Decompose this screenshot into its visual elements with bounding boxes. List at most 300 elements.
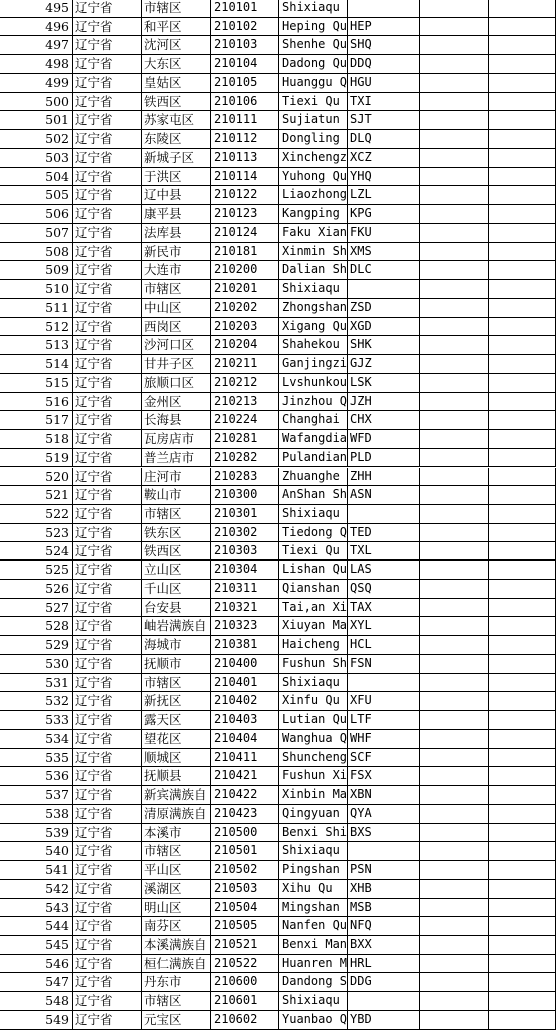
- province-cell[interactable]: 辽宁省: [72, 318, 141, 336]
- row-number-cell[interactable]: 547: [45, 974, 69, 990]
- abbreviation-cell[interactable]: JZH: [347, 393, 419, 411]
- admin-code-cell[interactable]: 210504: [210, 899, 278, 917]
- row-number-cell[interactable]: 521: [45, 487, 69, 503]
- district-cell[interactable]: 于洪区: [141, 168, 210, 186]
- province-cell[interactable]: 辽宁省: [72, 468, 141, 486]
- empty-cell[interactable]: [419, 617, 488, 635]
- row-number-cell[interactable]: 517: [45, 412, 69, 428]
- empty-cell[interactable]: [419, 411, 488, 429]
- empty-cell[interactable]: [488, 130, 556, 148]
- abbreviation-cell[interactable]: HEP: [347, 18, 419, 36]
- empty-cell[interactable]: [419, 0, 488, 17]
- admin-code-cell[interactable]: 210601: [210, 992, 278, 1010]
- pinyin-cell[interactable]: Ganjingzi: [278, 355, 347, 373]
- empty-cell[interactable]: [488, 861, 556, 879]
- empty-cell[interactable]: [419, 449, 488, 467]
- province-cell[interactable]: 辽宁省: [72, 580, 141, 598]
- empty-cell[interactable]: [488, 524, 556, 542]
- row-number-cell[interactable]: 512: [45, 318, 69, 334]
- row-number-cell[interactable]: 533: [45, 712, 69, 728]
- empty-cell[interactable]: [419, 786, 488, 804]
- province-cell[interactable]: 辽宁省: [72, 561, 141, 579]
- district-cell[interactable]: 顺城区: [141, 749, 210, 767]
- province-cell[interactable]: 辽宁省: [72, 393, 141, 411]
- district-cell[interactable]: 市辖区: [141, 992, 210, 1010]
- province-cell[interactable]: 辽宁省: [72, 655, 141, 673]
- row-number-cell[interactable]: 534: [45, 730, 69, 746]
- abbreviation-cell[interactable]: BXX: [347, 936, 419, 954]
- empty-cell[interactable]: [419, 261, 488, 279]
- admin-code-cell[interactable]: 210203: [210, 318, 278, 336]
- row-number-cell[interactable]: 520: [45, 468, 69, 484]
- province-cell[interactable]: 辽宁省: [72, 336, 141, 354]
- empty-cell[interactable]: [419, 430, 488, 448]
- province-cell[interactable]: 辽宁省: [72, 486, 141, 504]
- empty-cell[interactable]: [488, 936, 556, 954]
- empty-cell[interactable]: [488, 205, 556, 223]
- pinyin-cell[interactable]: Wafangdia: [278, 430, 347, 448]
- row-number-cell[interactable]: 507: [45, 224, 69, 240]
- province-cell[interactable]: 辽宁省: [72, 355, 141, 373]
- province-cell[interactable]: 辽宁省: [72, 599, 141, 617]
- district-cell[interactable]: 大连市: [141, 261, 210, 279]
- empty-cell[interactable]: [488, 730, 556, 748]
- district-cell[interactable]: 桓仁满族自: [141, 955, 210, 973]
- row-number-cell[interactable]: 530: [45, 655, 69, 671]
- district-cell[interactable]: 丹东市: [141, 973, 210, 991]
- empty-cell[interactable]: [488, 468, 556, 486]
- abbreviation-cell[interactable]: HGU: [347, 74, 419, 92]
- district-cell[interactable]: 和平区: [141, 18, 210, 36]
- row-number-cell[interactable]: 542: [45, 880, 69, 896]
- empty-cell[interactable]: [419, 749, 488, 767]
- province-cell[interactable]: 辽宁省: [72, 149, 141, 167]
- row-number-cell[interactable]: 503: [45, 149, 69, 165]
- admin-code-cell[interactable]: 210302: [210, 524, 278, 542]
- admin-code-cell[interactable]: 210201: [210, 280, 278, 298]
- province-cell[interactable]: 辽宁省: [72, 0, 141, 17]
- row-number-cell[interactable]: 536: [45, 768, 69, 784]
- empty-cell[interactable]: [488, 636, 556, 654]
- empty-cell[interactable]: [488, 74, 556, 92]
- abbreviation-cell[interactable]: XHB: [347, 880, 419, 898]
- admin-code-cell[interactable]: 210212: [210, 374, 278, 392]
- empty-cell[interactable]: [488, 899, 556, 917]
- admin-code-cell[interactable]: 210181: [210, 243, 278, 261]
- district-cell[interactable]: 新宾满族自: [141, 786, 210, 804]
- pinyin-cell[interactable]: Shahekou: [278, 336, 347, 354]
- abbreviation-cell[interactable]: [347, 674, 419, 692]
- district-cell[interactable]: 元宝区: [141, 1011, 210, 1029]
- empty-cell[interactable]: [419, 730, 488, 748]
- abbreviation-cell[interactable]: [347, 842, 419, 860]
- row-number-cell[interactable]: 535: [45, 749, 69, 765]
- province-cell[interactable]: 辽宁省: [72, 186, 141, 204]
- pinyin-cell[interactable]: Fushun Sh: [278, 655, 347, 673]
- empty-cell[interactable]: [419, 318, 488, 336]
- row-number-cell[interactable]: 497: [45, 37, 69, 53]
- province-cell[interactable]: 辽宁省: [72, 299, 141, 317]
- empty-cell[interactable]: [419, 711, 488, 729]
- abbreviation-cell[interactable]: BXS: [347, 824, 419, 842]
- admin-code-cell[interactable]: 210400: [210, 655, 278, 673]
- pinyin-cell[interactable]: Huanren M: [278, 955, 347, 973]
- empty-cell[interactable]: [419, 168, 488, 186]
- district-cell[interactable]: 抚顺县: [141, 767, 210, 785]
- row-number-cell[interactable]: 495: [45, 0, 69, 15]
- pinyin-cell[interactable]: Shixiaqu: [278, 505, 347, 523]
- empty-cell[interactable]: [488, 805, 556, 823]
- abbreviation-cell[interactable]: SHK: [347, 336, 419, 354]
- district-cell[interactable]: 旅顺口区: [141, 374, 210, 392]
- empty-cell[interactable]: [488, 393, 556, 411]
- empty-cell[interactable]: [419, 130, 488, 148]
- row-number-cell[interactable]: 498: [45, 56, 69, 72]
- empty-cell[interactable]: [488, 149, 556, 167]
- abbreviation-cell[interactable]: [347, 280, 419, 298]
- province-cell[interactable]: 辽宁省: [72, 280, 141, 298]
- empty-cell[interactable]: [419, 149, 488, 167]
- empty-cell[interactable]: [488, 655, 556, 673]
- province-cell[interactable]: 辽宁省: [72, 542, 141, 559]
- province-cell[interactable]: 辽宁省: [72, 93, 141, 111]
- district-cell[interactable]: 东陵区: [141, 130, 210, 148]
- empty-cell[interactable]: [488, 243, 556, 261]
- empty-cell[interactable]: [419, 55, 488, 73]
- province-cell[interactable]: 辽宁省: [72, 842, 141, 860]
- pinyin-cell[interactable]: Qianshan: [278, 580, 347, 598]
- abbreviation-cell[interactable]: TAX: [347, 599, 419, 617]
- district-cell[interactable]: 沈河区: [141, 36, 210, 54]
- empty-cell[interactable]: [488, 880, 556, 898]
- empty-cell[interactable]: [419, 224, 488, 242]
- row-number-cell[interactable]: 523: [45, 524, 69, 540]
- row-number-cell[interactable]: 527: [45, 599, 69, 615]
- pinyin-cell[interactable]: Xinmin Sh: [278, 243, 347, 261]
- admin-code-cell[interactable]: 210403: [210, 711, 278, 729]
- province-cell[interactable]: 辽宁省: [72, 917, 141, 935]
- row-number-cell[interactable]: 509: [45, 262, 69, 278]
- pinyin-cell[interactable]: Xinfu Qu: [278, 692, 347, 710]
- province-cell[interactable]: 辽宁省: [72, 730, 141, 748]
- pinyin-cell[interactable]: Tai,an Xi: [278, 599, 347, 617]
- pinyin-cell[interactable]: Liaozhong: [278, 186, 347, 204]
- district-cell[interactable]: 甘井子区: [141, 355, 210, 373]
- district-cell[interactable]: 本溪满族自: [141, 936, 210, 954]
- row-number-cell[interactable]: 519: [45, 449, 69, 465]
- empty-cell[interactable]: [419, 655, 488, 673]
- province-cell[interactable]: 辽宁省: [72, 711, 141, 729]
- province-cell[interactable]: 辽宁省: [72, 36, 141, 54]
- pinyin-cell[interactable]: Sujiatun: [278, 111, 347, 129]
- row-number-cell[interactable]: 514: [45, 356, 69, 372]
- empty-cell[interactable]: [488, 93, 556, 111]
- district-cell[interactable]: 辽中县: [141, 186, 210, 204]
- empty-cell[interactable]: [488, 542, 556, 559]
- abbreviation-cell[interactable]: TXL: [347, 542, 419, 559]
- empty-cell[interactable]: [419, 599, 488, 617]
- abbreviation-cell[interactable]: SHQ: [347, 36, 419, 54]
- district-cell[interactable]: 市辖区: [141, 674, 210, 692]
- empty-cell[interactable]: [419, 880, 488, 898]
- abbreviation-cell[interactable]: XYL: [347, 617, 419, 635]
- abbreviation-cell[interactable]: ZHH: [347, 468, 419, 486]
- province-cell[interactable]: 辽宁省: [72, 168, 141, 186]
- empty-cell[interactable]: [488, 674, 556, 692]
- empty-cell[interactable]: [488, 449, 556, 467]
- admin-code-cell[interactable]: 210112: [210, 130, 278, 148]
- empty-cell[interactable]: [488, 261, 556, 279]
- pinyin-cell[interactable]: Xinchengz: [278, 149, 347, 167]
- abbreviation-cell[interactable]: LAS: [347, 561, 419, 579]
- district-cell[interactable]: 新城子区: [141, 149, 210, 167]
- row-number-cell[interactable]: 538: [45, 805, 69, 821]
- admin-code-cell[interactable]: 210202: [210, 299, 278, 317]
- pinyin-cell[interactable]: Shixiaqu: [278, 0, 347, 17]
- district-cell[interactable]: 露天区: [141, 711, 210, 729]
- admin-code-cell[interactable]: 210602: [210, 1011, 278, 1029]
- empty-cell[interactable]: [419, 824, 488, 842]
- province-cell[interactable]: 辽宁省: [72, 261, 141, 279]
- district-cell[interactable]: 海城市: [141, 636, 210, 654]
- district-cell[interactable]: 铁西区: [141, 542, 210, 559]
- empty-cell[interactable]: [419, 186, 488, 204]
- empty-cell[interactable]: [488, 973, 556, 991]
- empty-cell[interactable]: [419, 18, 488, 36]
- province-cell[interactable]: 辽宁省: [72, 524, 141, 542]
- empty-cell[interactable]: [419, 505, 488, 523]
- district-cell[interactable]: 金州区: [141, 393, 210, 411]
- district-cell[interactable]: 铁西区: [141, 93, 210, 111]
- row-number-cell[interactable]: 508: [45, 243, 69, 259]
- admin-code-cell[interactable]: 210522: [210, 955, 278, 973]
- district-cell[interactable]: 新抚区: [141, 692, 210, 710]
- province-cell[interactable]: 辽宁省: [72, 505, 141, 523]
- empty-cell[interactable]: [488, 561, 556, 579]
- province-cell[interactable]: 辽宁省: [72, 786, 141, 804]
- empty-cell[interactable]: [419, 486, 488, 504]
- empty-cell[interactable]: [488, 599, 556, 617]
- row-number-cell[interactable]: 518: [45, 431, 69, 447]
- empty-cell[interactable]: [488, 767, 556, 785]
- empty-cell[interactable]: [419, 917, 488, 935]
- province-cell[interactable]: 辽宁省: [72, 130, 141, 148]
- abbreviation-cell[interactable]: DDQ: [347, 55, 419, 73]
- admin-code-cell[interactable]: 210283: [210, 468, 278, 486]
- empty-cell[interactable]: [419, 355, 488, 373]
- row-number-cell[interactable]: 545: [45, 937, 69, 952]
- admin-code-cell[interactable]: 210502: [210, 861, 278, 879]
- abbreviation-cell[interactable]: ZSD: [347, 299, 419, 317]
- abbreviation-cell[interactable]: FSX: [347, 767, 419, 785]
- empty-cell[interactable]: [419, 93, 488, 111]
- admin-code-cell[interactable]: 210224: [210, 411, 278, 429]
- empty-cell[interactable]: [419, 74, 488, 92]
- pinyin-cell[interactable]: Pulandian: [278, 449, 347, 467]
- admin-code-cell[interactable]: 210101: [210, 0, 278, 17]
- admin-code-cell[interactable]: 210200: [210, 261, 278, 279]
- empty-cell[interactable]: [419, 205, 488, 223]
- province-cell[interactable]: 辽宁省: [72, 899, 141, 917]
- abbreviation-cell[interactable]: KPG: [347, 205, 419, 223]
- empty-cell[interactable]: [419, 899, 488, 917]
- admin-code-cell[interactable]: 210500: [210, 824, 278, 842]
- abbreviation-cell[interactable]: [347, 505, 419, 523]
- row-number-cell[interactable]: 515: [45, 374, 69, 390]
- admin-code-cell[interactable]: 210105: [210, 74, 278, 92]
- row-number-cell[interactable]: 526: [45, 580, 69, 596]
- row-number-cell[interactable]: 516: [45, 393, 69, 409]
- row-number-cell[interactable]: 529: [45, 637, 69, 653]
- row-number-cell[interactable]: 539: [45, 824, 69, 840]
- province-cell[interactable]: 辽宁省: [72, 749, 141, 767]
- admin-code-cell[interactable]: 210211: [210, 355, 278, 373]
- abbreviation-cell[interactable]: [347, 0, 419, 17]
- pinyin-cell[interactable]: Yuanbao Q: [278, 1011, 347, 1029]
- district-cell[interactable]: 苏家屯区: [141, 111, 210, 129]
- admin-code-cell[interactable]: 210281: [210, 430, 278, 448]
- district-cell[interactable]: 法库县: [141, 224, 210, 242]
- district-cell[interactable]: 溪湖区: [141, 880, 210, 898]
- abbreviation-cell[interactable]: XFU: [347, 692, 419, 710]
- empty-cell[interactable]: [488, 336, 556, 354]
- district-cell[interactable]: 立山区: [141, 561, 210, 579]
- abbreviation-cell[interactable]: LZL: [347, 186, 419, 204]
- district-cell[interactable]: 新民市: [141, 243, 210, 261]
- row-number-cell[interactable]: 531: [45, 674, 69, 690]
- abbreviation-cell[interactable]: LSK: [347, 374, 419, 392]
- province-cell[interactable]: 辽宁省: [72, 18, 141, 36]
- admin-code-cell[interactable]: 210521: [210, 936, 278, 954]
- province-cell[interactable]: 辽宁省: [72, 636, 141, 654]
- abbreviation-cell[interactable]: SCF: [347, 749, 419, 767]
- pinyin-cell[interactable]: Shixiaqu: [278, 842, 347, 860]
- empty-cell[interactable]: [488, 411, 556, 429]
- row-number-cell[interactable]: 528: [45, 618, 69, 634]
- admin-code-cell[interactable]: 210503: [210, 880, 278, 898]
- empty-cell[interactable]: [488, 111, 556, 129]
- abbreviation-cell[interactable]: HCL: [347, 636, 419, 654]
- empty-cell[interactable]: [419, 955, 488, 973]
- row-number-cell[interactable]: 541: [45, 862, 69, 878]
- empty-cell[interactable]: [419, 374, 488, 392]
- pinyin-cell[interactable]: Xigang Qu: [278, 318, 347, 336]
- empty-cell[interactable]: [488, 955, 556, 973]
- pinyin-cell[interactable]: Fushun Xi: [278, 767, 347, 785]
- abbreviation-cell[interactable]: DLC: [347, 261, 419, 279]
- abbreviation-cell[interactable]: MSB: [347, 899, 419, 917]
- province-cell[interactable]: 辽宁省: [72, 861, 141, 879]
- abbreviation-cell[interactable]: XGD: [347, 318, 419, 336]
- pinyin-cell[interactable]: Xinbin Ma: [278, 786, 347, 804]
- abbreviation-cell[interactable]: PLD: [347, 449, 419, 467]
- pinyin-cell[interactable]: Dadong Qu: [278, 55, 347, 73]
- district-cell[interactable]: 中山区: [141, 299, 210, 317]
- admin-code-cell[interactable]: 210505: [210, 917, 278, 935]
- pinyin-cell[interactable]: Lishan Qu: [278, 561, 347, 579]
- row-number-cell[interactable]: 506: [45, 206, 69, 222]
- empty-cell[interactable]: [419, 393, 488, 411]
- pinyin-cell[interactable]: Xiuyan Ma: [278, 617, 347, 635]
- empty-cell[interactable]: [488, 430, 556, 448]
- empty-cell[interactable]: [488, 749, 556, 767]
- empty-cell[interactable]: [419, 36, 488, 54]
- pinyin-cell[interactable]: Tiexi Qu: [278, 93, 347, 111]
- row-number-cell[interactable]: 511: [45, 299, 69, 315]
- empty-cell[interactable]: [419, 561, 488, 579]
- pinyin-cell[interactable]: Heping Qu: [278, 18, 347, 36]
- empty-cell[interactable]: [419, 243, 488, 261]
- district-cell[interactable]: 岫岩满族自: [141, 617, 210, 635]
- empty-cell[interactable]: [419, 973, 488, 991]
- district-cell[interactable]: 皇姑区: [141, 74, 210, 92]
- row-number-cell[interactable]: 532: [45, 693, 69, 709]
- admin-code-cell[interactable]: 210124: [210, 224, 278, 242]
- row-number-cell[interactable]: 549: [45, 1011, 69, 1027]
- district-cell[interactable]: 铁东区: [141, 524, 210, 542]
- empty-cell[interactable]: [419, 936, 488, 954]
- pinyin-cell[interactable]: Mingshan: [278, 899, 347, 917]
- admin-code-cell[interactable]: 210300: [210, 486, 278, 504]
- district-cell[interactable]: 清原满族自: [141, 805, 210, 823]
- empty-cell[interactable]: [488, 824, 556, 842]
- admin-code-cell[interactable]: 210113: [210, 149, 278, 167]
- pinyin-cell[interactable]: Jinzhou Q: [278, 393, 347, 411]
- admin-code-cell[interactable]: 210311: [210, 580, 278, 598]
- pinyin-cell[interactable]: Huanggu Q: [278, 74, 347, 92]
- empty-cell[interactable]: [419, 111, 488, 129]
- row-number-cell[interactable]: 504: [45, 168, 69, 184]
- empty-cell[interactable]: [419, 767, 488, 785]
- empty-cell[interactable]: [488, 1011, 556, 1029]
- abbreviation-cell[interactable]: PSN: [347, 861, 419, 879]
- row-number-cell[interactable]: 505: [45, 187, 69, 203]
- admin-code-cell[interactable]: 210104: [210, 55, 278, 73]
- empty-cell[interactable]: [488, 580, 556, 598]
- pinyin-cell[interactable]: Lvshunkou: [278, 374, 347, 392]
- admin-code-cell[interactable]: 210411: [210, 749, 278, 767]
- empty-cell[interactable]: [488, 355, 556, 373]
- empty-cell[interactable]: [488, 486, 556, 504]
- pinyin-cell[interactable]: Faku Xian: [278, 224, 347, 242]
- abbreviation-cell[interactable]: SJT: [347, 111, 419, 129]
- row-number-cell[interactable]: 499: [45, 74, 69, 90]
- pinyin-cell[interactable]: Wanghua Q: [278, 730, 347, 748]
- district-cell[interactable]: 本溪市: [141, 824, 210, 842]
- district-cell[interactable]: 市辖区: [141, 280, 210, 298]
- province-cell[interactable]: 辽宁省: [72, 224, 141, 242]
- district-cell[interactable]: 抚顺市: [141, 655, 210, 673]
- abbreviation-cell[interactable]: HRL: [347, 955, 419, 973]
- district-cell[interactable]: 大东区: [141, 55, 210, 73]
- pinyin-cell[interactable]: Dongling: [278, 130, 347, 148]
- district-cell[interactable]: 康平县: [141, 205, 210, 223]
- admin-code-cell[interactable]: 210421: [210, 767, 278, 785]
- district-cell[interactable]: 望花区: [141, 730, 210, 748]
- abbreviation-cell[interactable]: WHF: [347, 730, 419, 748]
- row-number-cell[interactable]: 510: [45, 281, 69, 297]
- admin-code-cell[interactable]: 210304: [210, 561, 278, 579]
- row-number-cell[interactable]: 546: [45, 955, 69, 971]
- abbreviation-cell[interactable]: CHX: [347, 411, 419, 429]
- district-cell[interactable]: 长海县: [141, 411, 210, 429]
- abbreviation-cell[interactable]: YHQ: [347, 168, 419, 186]
- district-cell[interactable]: 南芬区: [141, 917, 210, 935]
- province-cell[interactable]: 辽宁省: [72, 955, 141, 973]
- empty-cell[interactable]: [419, 580, 488, 598]
- province-cell[interactable]: 辽宁省: [72, 74, 141, 92]
- pinyin-cell[interactable]: Kangping: [278, 205, 347, 223]
